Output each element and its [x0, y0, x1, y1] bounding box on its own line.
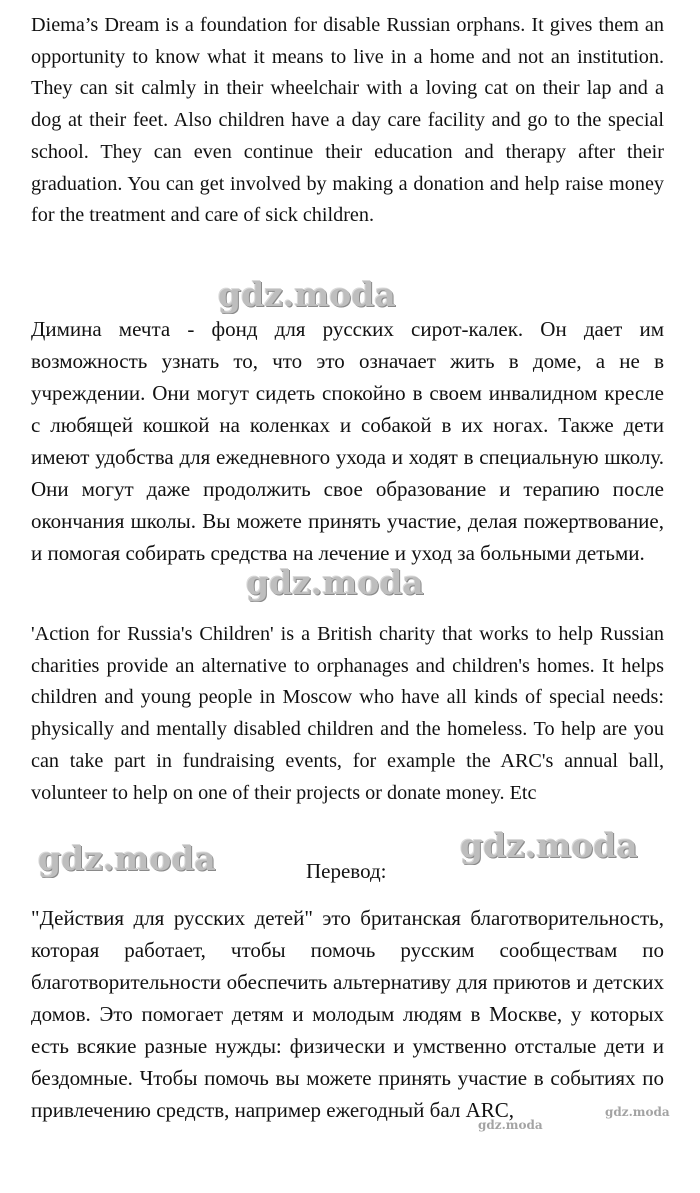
- watermark: gdz.moda: [460, 826, 638, 865]
- watermark-small: gdz.moda: [605, 1105, 670, 1119]
- watermark-small: gdz.moda: [478, 1118, 543, 1132]
- watermark: gdz.moda: [246, 563, 424, 602]
- english-paragraph-action-for-russias-children: 'Action for Russia's Children' is a British charity that works to help Russian charities provide an alternative to orphanages and children's homes. It helps children and young people in Moscow who have all kinds of special needs: physically and mentally disabled children and the homeless. To help are you can take part in fundraising events, for example the ARC's annual ball, volunteer to help on one of their projects or donate money. Etc: [31, 623, 664, 804]
- translation-heading: Перевод:: [306, 859, 387, 883]
- watermark: gdz.moda: [38, 839, 216, 878]
- russian-paragraph-diemas-dream: Димина мечта - фонд для русских сирот-калек. Он дает им возможность узнать то, что это означает жить в доме, а не в учреждении. Они могут сидеть спокойно в своем инвалидном кресле с любящей кошкой на коленках и собакой в их ногах. Также дети имеют удобства для ежедневного ухода и ходят в специальную школу. Они могут даже продолжить свое образование и терапию после окончания школы. Вы можете принять участие, делая пожертвование, и помогая собирать средства на лечение и уход за больными детьми.: [31, 317, 664, 565]
- watermark: gdz.moda: [218, 275, 396, 314]
- english-paragraph-diemas-dream: Diema’s Dream is a foundation for disable Russian orphans. It gives them an opportunity to know what it means to live in a home and not an institution. They can sit calmly in their wheelchair with a loving cat on their lap and a dog at their feet. Also children have a day care facility and go to the special school. They can even continue their education and therapy after their graduation. You can get involved by making a donation and help raise money for the treatment and care of sick children.: [31, 14, 664, 227]
- russian-paragraph-action-for-russias-children: "Действия для русских детей" это британская благотворительность, которая работает, чтобы помочь русским сообществам по благотворительности обеспечить альтернативу для приютов и детских домов. Это помогает детям и молодым людям в Москве, у которых есть всякие разные нужды: физически и умственно отсталые дети и бездомные. Чтобы помочь вы можете принять участие в событиях по привлечению средств, например ежегодный бал ARC,: [31, 906, 664, 1122]
